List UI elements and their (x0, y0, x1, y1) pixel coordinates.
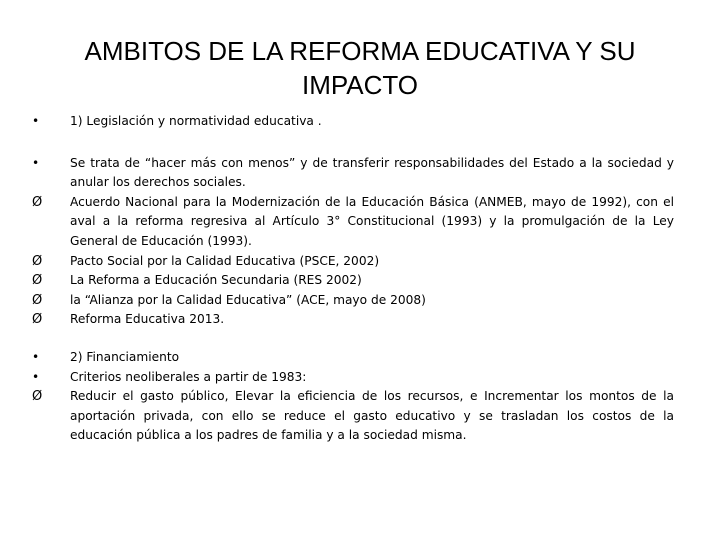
list-item-text: 2) Financiamiento (70, 349, 180, 364)
arrow-bullet-icon: Ø (32, 389, 43, 405)
arrow-bullet-icon: Ø (32, 253, 43, 269)
list-item (30, 154, 674, 193)
list-item-text: Se trata de “hacer más con menos” y de transferir responsabilidades del Estado a la sociedad y anular los derechos sociales. (70, 155, 674, 190)
arrow-bullet-icon: Ø (32, 273, 43, 289)
list-item-text: Pacto Social por la Calidad Educativa (PSCE, 2002) (70, 253, 380, 268)
list-item (30, 368, 674, 388)
arrow-bullet-icon: Ø (32, 194, 43, 210)
list-item-text: la “Alianza por la Calidad Educativa” (ACE, mayo de 2008) (70, 292, 426, 307)
list-item (30, 310, 674, 330)
list-item (30, 387, 674, 446)
list-item-text: Acuerdo Nacional para la Modernización de la Educación Básica (ANMEB, mayo de 1992), con el aval a la reforma regresiva al Artículo 3° Constitucional (1993) y la promulgación de la Ley General de Educación (1993). (70, 194, 674, 248)
slide-title: AMBITOS DE LA REFORMA EDUCATIVA Y SU IMPACTO (84, 36, 636, 100)
bullet-icon: • (32, 369, 40, 384)
list-item (30, 252, 674, 272)
bullet-icon: • (32, 114, 40, 128)
list-item (30, 112, 674, 132)
list-item-text: Criterios neoliberales a partir de 1983: (70, 369, 307, 384)
list-item-text: Reducir el gasto público, Elevar la eficiencia de los recursos, e Incrementar los montos de la aportación privada, con ello se reduce el gasto educativo y se trasladan los costos de la educación pública a los padres de familia y a la sociedad misma. (70, 389, 674, 443)
bullet-icon: • (32, 155, 40, 170)
list-item-text: 1) Legislación y normatividad educativa . (70, 114, 322, 128)
slide-body (30, 112, 674, 446)
bullet-icon: • (32, 349, 40, 364)
list-item (30, 193, 674, 252)
list-item (30, 291, 674, 311)
list-item-text: Reforma Educativa 2013. (70, 312, 225, 327)
list-item (30, 348, 674, 368)
arrow-bullet-icon: Ø (32, 292, 43, 308)
list-item (30, 271, 674, 291)
arrow-bullet-icon: Ø (32, 312, 43, 328)
list-item-text: La Reforma a Educación Secundaria (RES 2002) (70, 273, 362, 288)
